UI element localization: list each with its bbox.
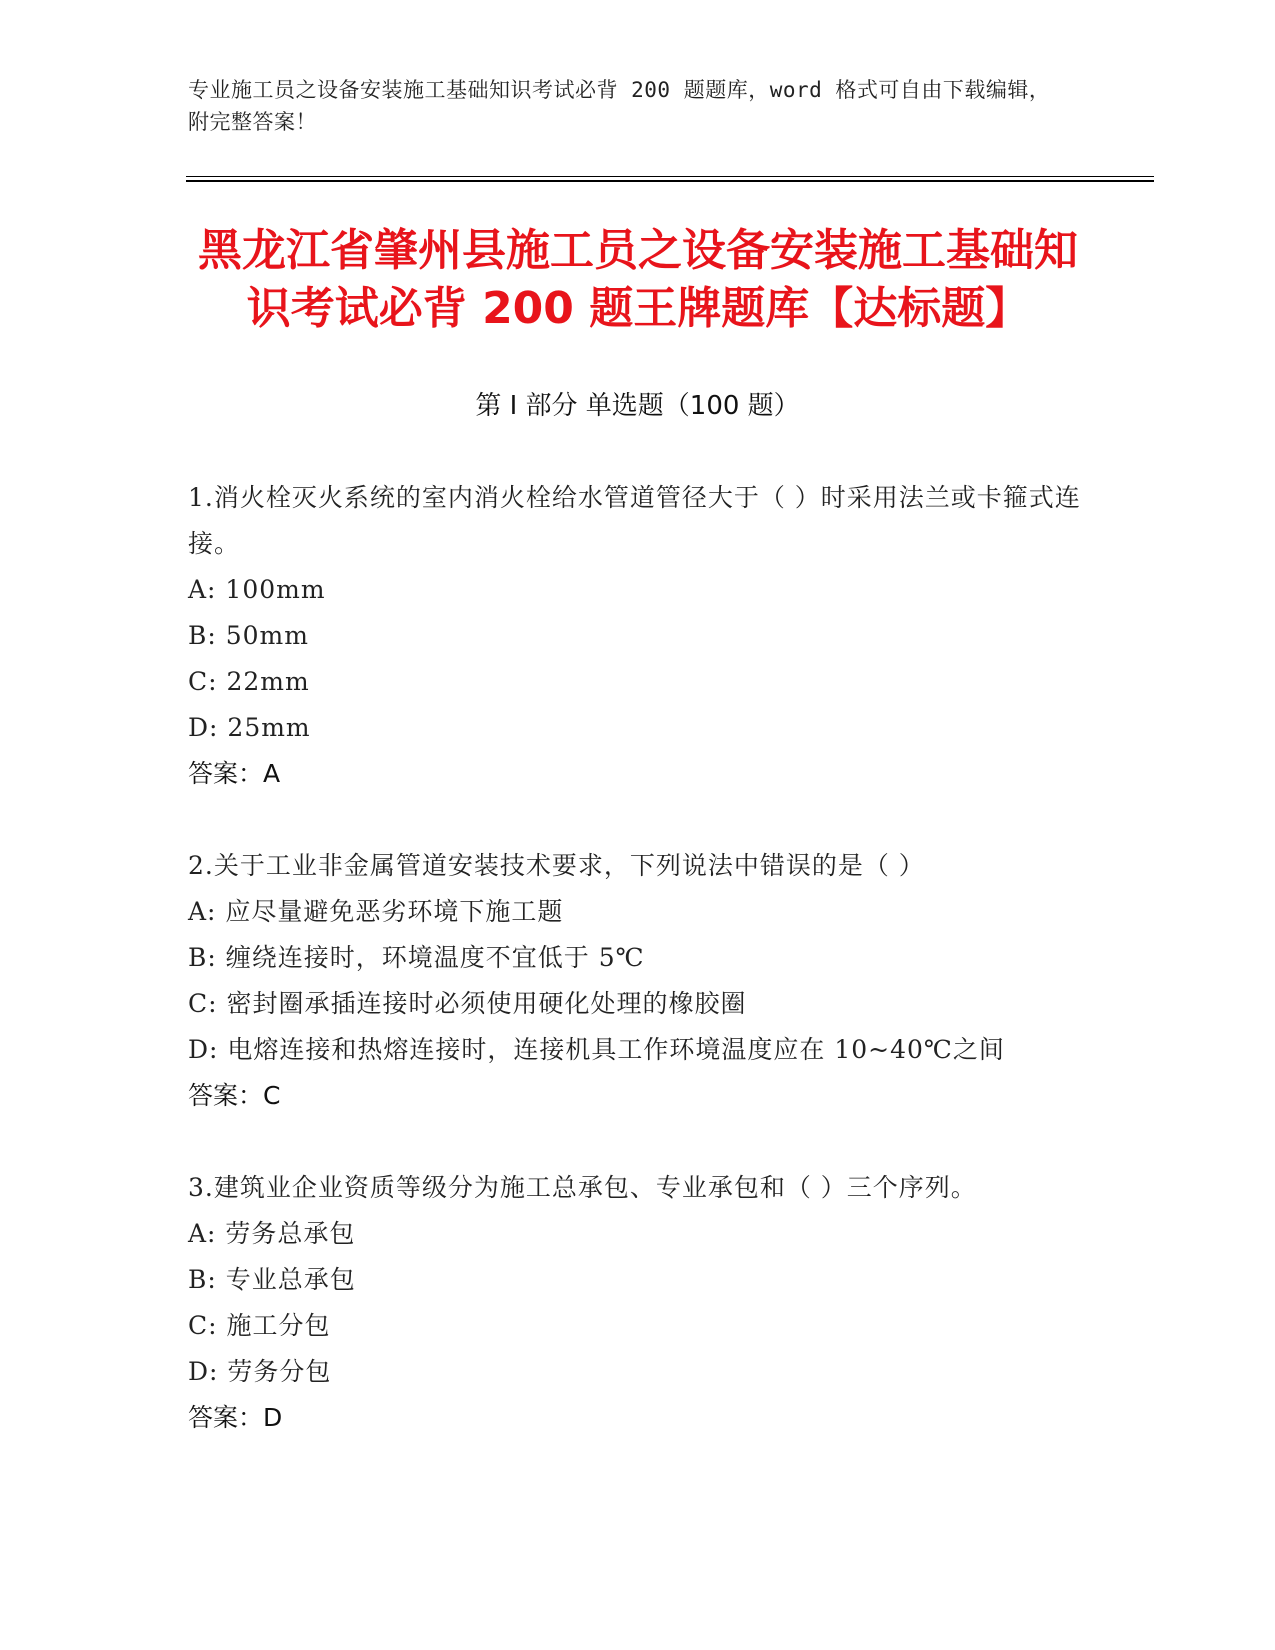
option-b: B: 专业总承包 (188, 1265, 356, 1294)
option-d: D: 劳务分包 (188, 1357, 332, 1386)
option-c: C: 22mm (188, 667, 310, 696)
question-2 (188, 843, 1088, 1119)
question-stem: 2.关于工业非金属管道安装技术要求，下列说法中错误的是（ ） (188, 851, 925, 880)
option-a: A: 应尽量避免恶劣环境下施工题 (188, 897, 564, 926)
answer: 答案：A (188, 759, 281, 788)
option-a: A: 劳务总承包 (188, 1219, 356, 1248)
header-rule-thick (186, 180, 1154, 182)
option-a: A: 100mm (188, 575, 326, 604)
option-b: B: 50mm (188, 621, 309, 650)
section-heading: 第 I 部分 单选题（100 题） (475, 391, 800, 421)
answer: 答案：D (188, 1403, 283, 1432)
header-note: 专业施工员之设备安装施工基础知识考试必背 200 题题库，word 格式可自由下载编辑，附完整答案！ (188, 78, 1051, 134)
option-d: D: 25mm (188, 713, 311, 742)
question-stem: 1.消火栓灭火系统的室内消火栓给水管道管径大于（ ）时采用法兰或卡箍式连接。 (188, 483, 1081, 558)
question-3 (188, 1165, 1088, 1441)
question-stem: 3.建筑业企业资质等级分为施工总承包、专业承包和（ ）三个序列。 (188, 1173, 977, 1202)
answer: 答案：C (188, 1081, 281, 1110)
question-list (188, 475, 1088, 1487)
option-b: B: 缠绕连接时，环境温度不宜低于 5℃ (188, 943, 645, 972)
option-d: D: 电熔连接和热熔连接时，连接机具工作环境温度应在 10~40℃之间 (188, 1035, 1005, 1064)
option-c: C: 密封圈承插连接时必须使用硬化处理的橡胶圈 (188, 989, 747, 1018)
question-1 (188, 475, 1088, 797)
option-c: C: 施工分包 (188, 1311, 331, 1340)
document-title: 黑龙江省肇州县施工员之设备安装施工基础知识考试必背 200 题王牌题库【达标题】 (198, 225, 1078, 334)
header-rule-thin (186, 176, 1154, 177)
